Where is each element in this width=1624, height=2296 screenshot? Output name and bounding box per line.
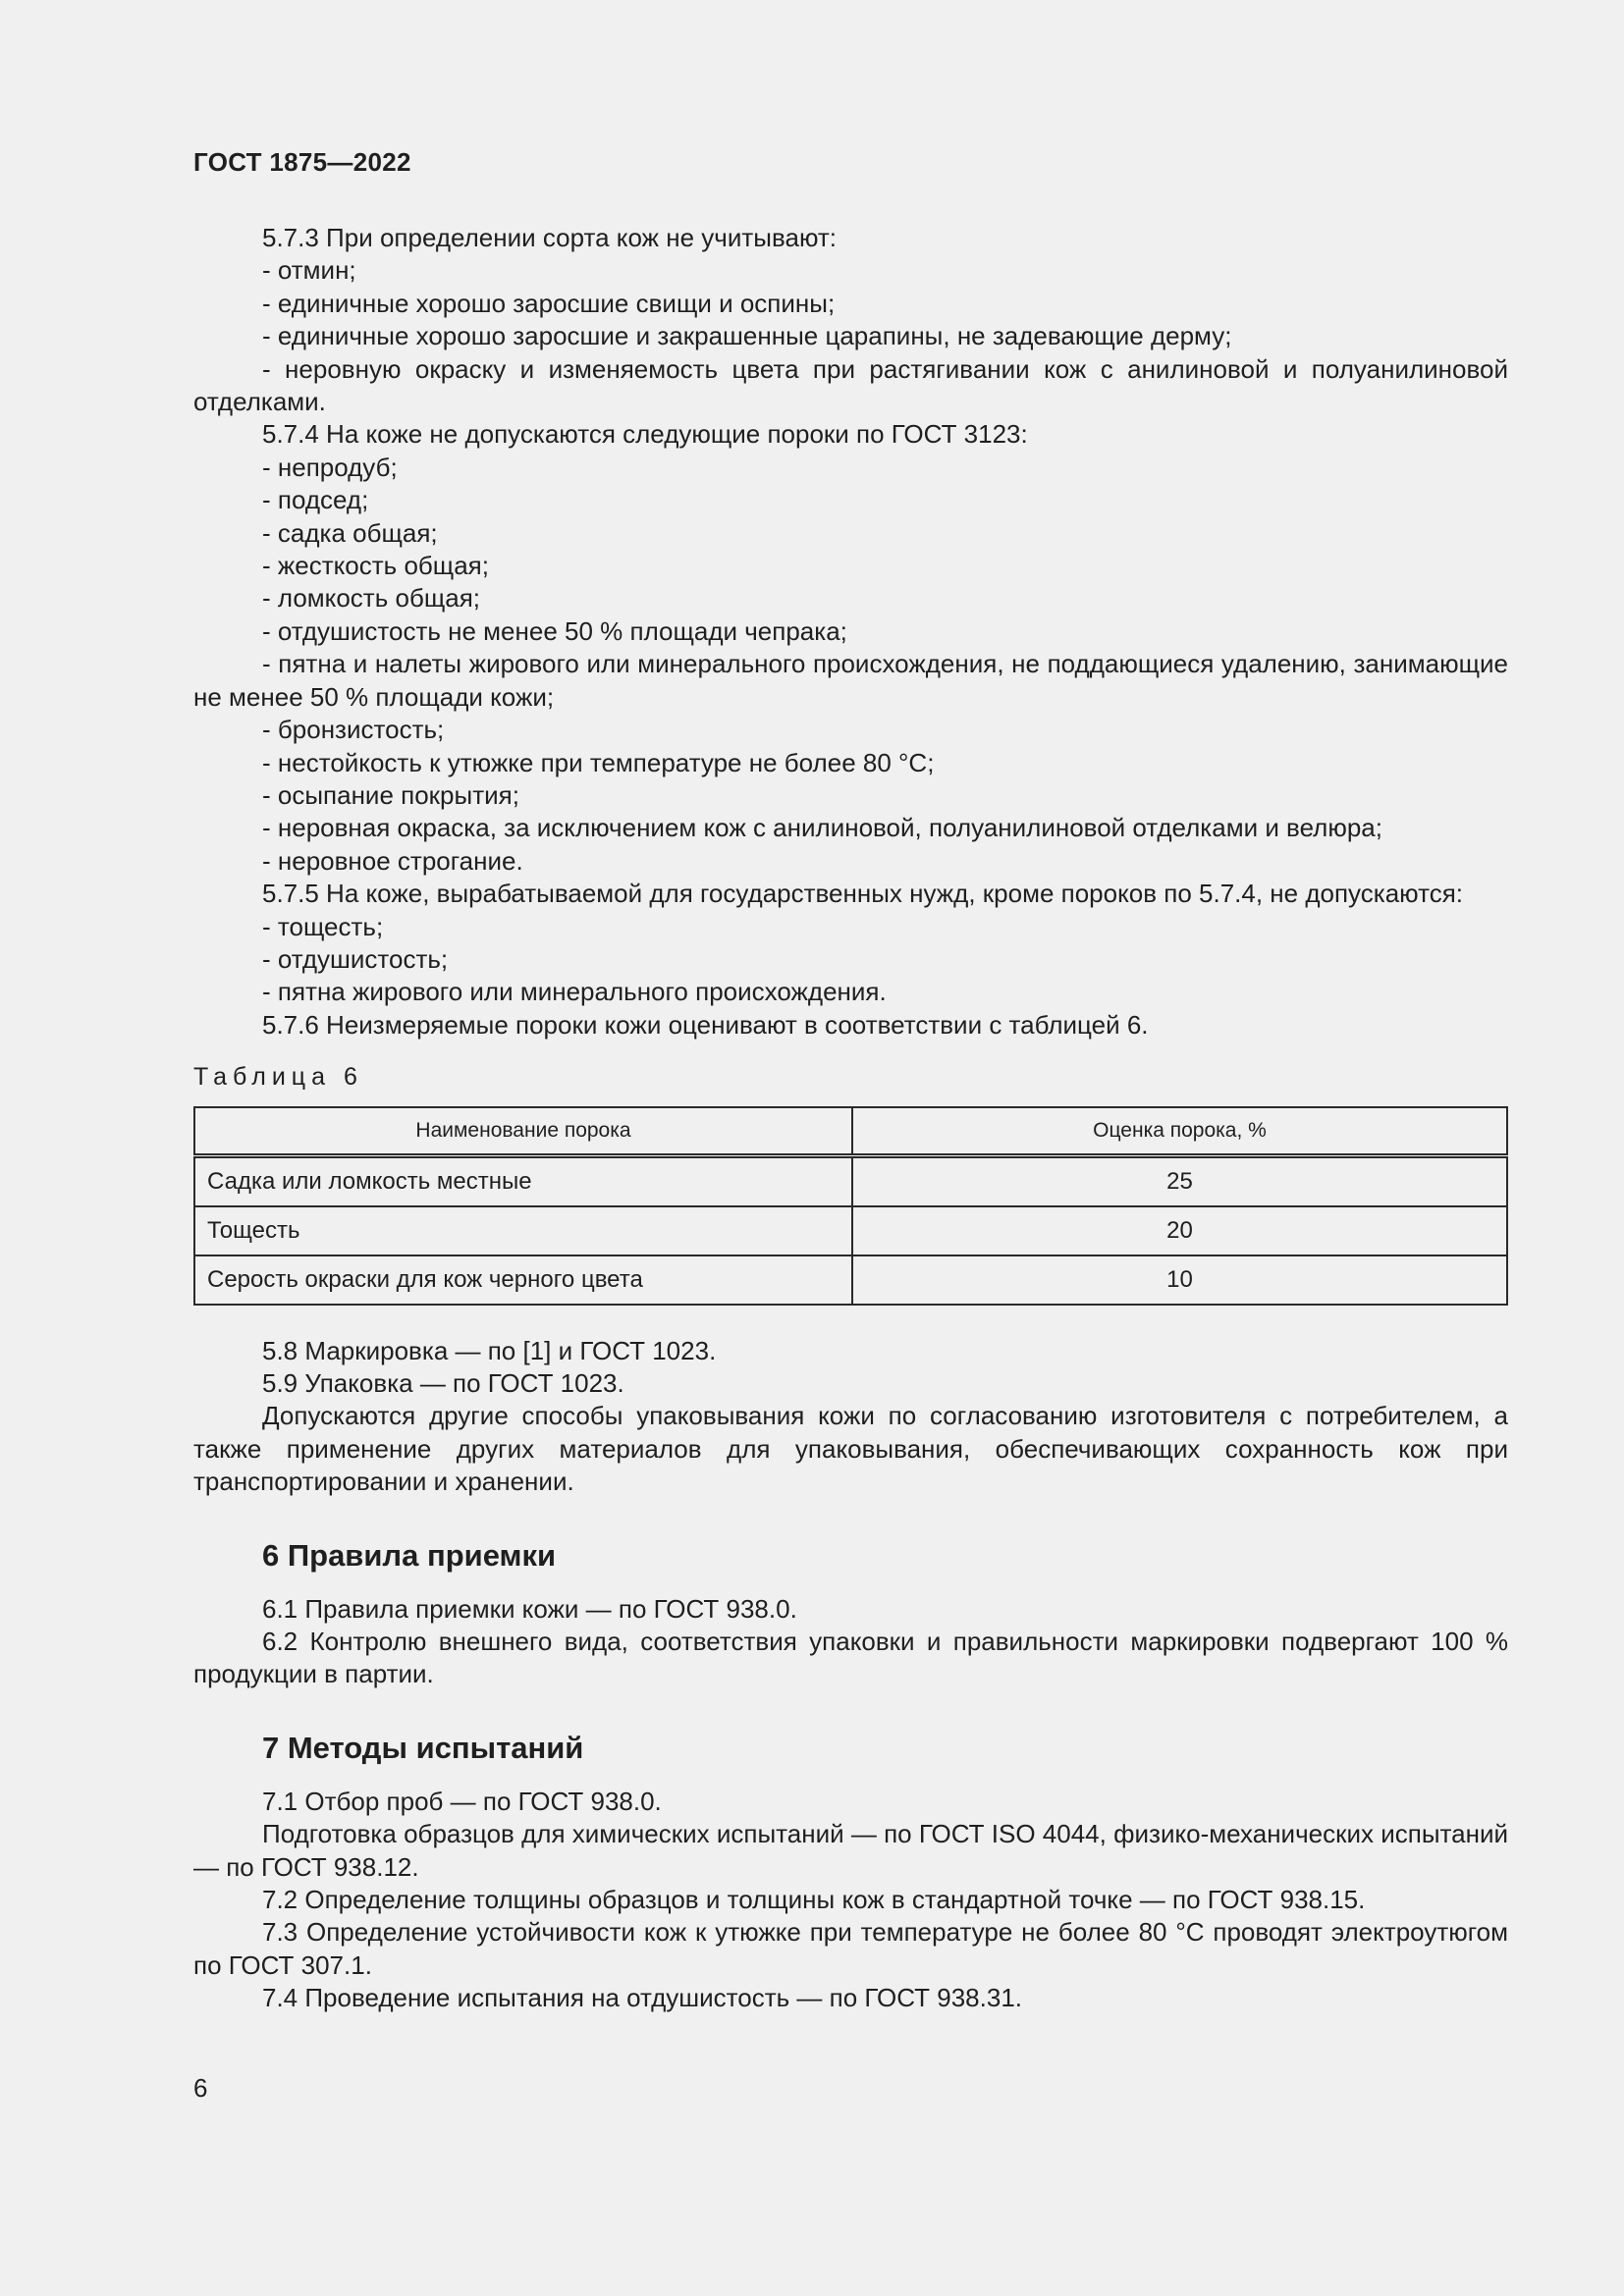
paragraph: 6.1 Правила приемки кожи — по ГОСТ 938.0. [262,1593,797,1624]
block-5-8-5-9 [193,1335,1508,1499]
list-item: - бронзистость; [262,715,445,745]
table-row [194,1155,1507,1206]
section-7-heading: 7 Методы испытаний [262,1730,584,1765]
table-header-cell: Наименование порока [194,1107,852,1156]
list-item: - садка общая; [262,517,438,548]
list-item: - единичные хорошо заросшие и закрашенные царапины, не задевающие дерму; [262,321,1232,351]
list-item: - осыпание покрытия; [262,779,519,810]
paragraph: 5.7.3 При определении сорта кож не учитывают: [262,223,837,252]
list-item: - жесткость общая; [262,551,489,581]
section-6-heading: 6 Правила приемки [262,1537,557,1573]
paragraph: 7.4 Проведение испытания на отдушистость — по ГОСТ 938.31. [262,1983,1023,2013]
list-item: - ломкость общая; [262,583,480,614]
table-header-row [194,1107,1507,1156]
document-header: ГОСТ 1875—2022 [193,147,411,177]
paragraph: Допускаются другие способы упаковывания кожи по согласованию изготовителя с потребителем, а также применение других материалов для упаковывания, обеспечивающих сохранность кож при транспортировании и хранении. [193,1401,1508,1497]
paragraph: Подготовка образцов для химических испытаний — по ГОСТ ISO 4044, физико-механических испытаний — по ГОСТ 938.12. [193,1819,1508,1882]
list-item: - отдушистость; [262,943,449,974]
table-row [194,1206,1507,1255]
list-item: - неровную окраску и изменяемость цвета при растягивании кож с анилиновой и полуанилиновой отделками. [193,353,1508,417]
list-item: - пятна и налеты жирового или минерального происхождения, не поддающиеся удалению, занимающие не менее 50 % площади кожи; [193,649,1508,712]
list-item: - пятна жирового или минерального происхождения. [262,977,887,1007]
list-item: - отмин; [262,255,356,286]
table-cell: Серость окраски для кож черного цвета [194,1255,852,1305]
table-row [194,1255,1507,1305]
paragraph: 6.2 Контролю внешнего вида, соответствия упаковки и правильности маркировки подвергают 100 % продукции в партии. [193,1627,1508,1689]
list-item: - подсед; [262,485,369,515]
list-item: - тощесть; [262,911,384,941]
list-item: - неровная окраска, за исключением кож с анилиновой, полуанилиновой отделками и велюра; [262,813,1382,843]
table-cell: Садка или ломкость местные [194,1155,852,1206]
table-cell: Тощесть [194,1206,852,1255]
paragraph: 7.1 Отбор проб — по ГОСТ 938.0. [262,1786,662,1816]
list-item: - отдушистость не менее 50 % площади чепрака; [262,615,847,646]
table-title: Таблица 6 [193,1063,363,1092]
paragraph: 7.3 Определение устойчивости кож к утюжке при температуре не более 80 °С проводят электроутюгом по ГОСТ 307.1. [193,1917,1508,1980]
defects-table [193,1106,1508,1306]
document-body [193,222,1508,2015]
paragraph: 5.9 Упаковка — по ГОСТ 1023. [262,1367,624,1398]
list-item: - непродуб; [262,452,398,482]
block-5-7 [193,222,1508,1041]
list-item: - нестойкость к утюжке при температуре не более 80 °С; [262,747,935,777]
page-number: 6 [193,2073,208,2103]
table-cell: 10 [852,1255,1507,1305]
table-cell: 20 [852,1206,1507,1255]
paragraph: 7.2 Определение толщины образцов и толщины кож в стандартной точке — по ГОСТ 938.15. [262,1885,1366,1915]
list-item: - единичные хорошо заросшие свищи и оспины; [262,288,836,318]
list-item: - неровное строгание. [262,845,523,876]
paragraph: 5.7.6 Неизмеряемые пороки кожи оценивают в соответствии с таблицей 6. [262,1009,1149,1040]
table-cell: 25 [852,1155,1507,1206]
paragraph: 5.7.5 На коже, вырабатываемой для государственных нужд, кроме пороков по 5.7.4, не допускаются: [262,879,1464,909]
paragraph: 5.7.4 На коже не допускаются следующие пороки по ГОСТ 3123: [262,419,1028,450]
paragraph: 5.8 Маркировка — по [1] и ГОСТ 1023. [262,1335,717,1365]
table-header-cell: Оценка порока, % [852,1107,1507,1156]
